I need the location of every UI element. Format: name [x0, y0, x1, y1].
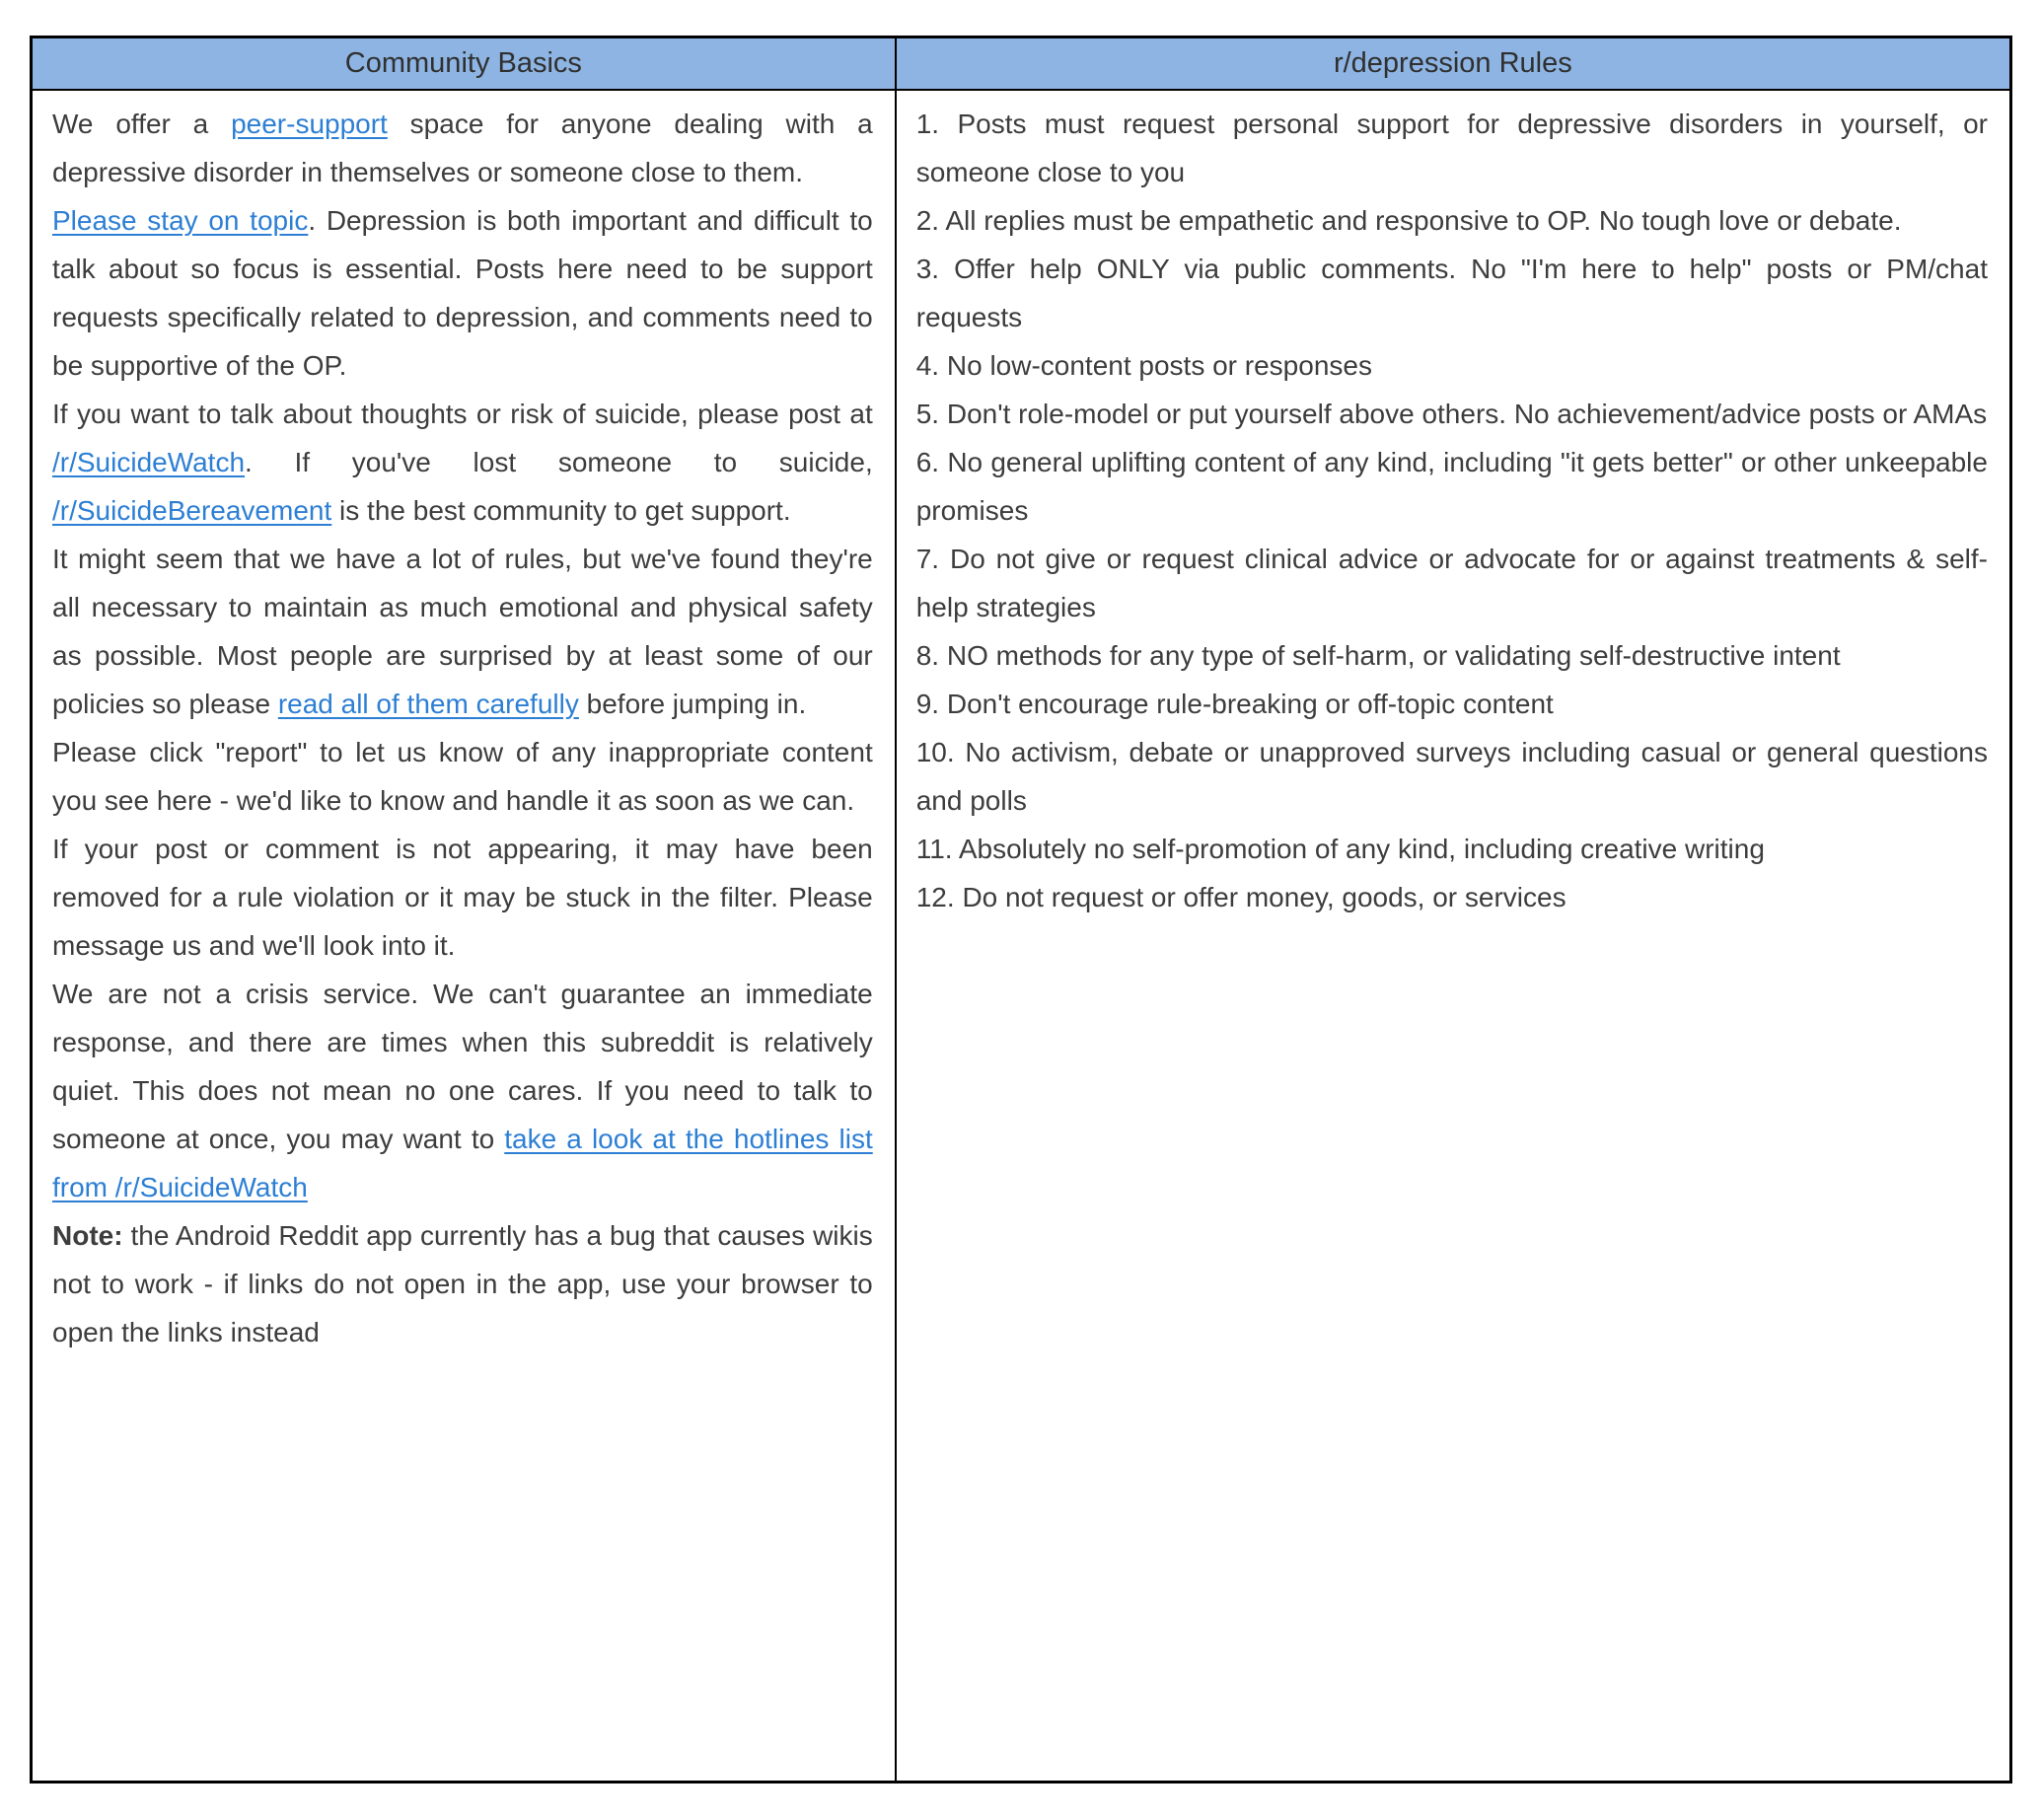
rule-item: 5. Don't role-model or put yourself above others. No achievement/advice posts or AMAs	[915, 399, 1988, 429]
suicidewatch-link[interactable]: /r/SuicideWatch	[52, 447, 246, 477]
text-run: It might seem that we have a lot of rules, but we've found they're all necessary to maintain as much emotional and physical safety as possible. Most people are surprised by at least some of our policies so please	[52, 544, 873, 719]
peer-support-link[interactable]: peer-support	[231, 109, 388, 139]
community-paragraph	[52, 535, 873, 728]
text-run: space for anyone dealing with a depressive disorder in themselves or someone close to them.	[52, 109, 873, 187]
rule-item: 1. Posts must request personal support for depressive disorders in yourself, or someone close to you	[915, 109, 1988, 187]
text-run: Please click "report" to let us know of any inappropriate content you see here - we'd like to know and handle it as soon as we can.	[52, 737, 873, 816]
depression-rules-body	[897, 91, 2009, 1781]
community-paragraph	[52, 100, 873, 196]
rule-item: 2. All replies must be empathetic and responsive to OP. No tough love or debate.	[915, 205, 1902, 236]
rules-table	[30, 36, 2012, 1784]
depression-rules-header: r/depression Rules	[897, 38, 2009, 91]
community-basics-header: Community Basics	[33, 38, 897, 91]
rule-item: 7. Do not give or request clinical advice or advocate for or against treatments & self-help strategies	[915, 544, 1988, 622]
text-run: before jumping in.	[578, 689, 807, 719]
text-run: . Depression is both important and difficult to talk about so focus is essential. Posts here need to be support requests specifically related to depression, and comments need to be supportive of the OP.	[52, 205, 873, 381]
stay-on-topic-link[interactable]: Please stay on topic	[52, 205, 309, 236]
rule-item: 12. Do not request or offer money, goods, or services	[915, 882, 1566, 912]
text-run: If your post or comment is not appearing, it may have been removed for a rule violation or it may be stuck in the filter. Please message us and we'll look into it.	[52, 834, 873, 961]
text-run: If you want to talk about thoughts or risk of suicide, please post at	[52, 399, 873, 429]
community-paragraph	[52, 196, 873, 390]
community-paragraph	[52, 825, 873, 970]
hotlines-list-link[interactable]: take a look at the hotlines list from /r/SuicideWatch	[52, 1124, 873, 1202]
community-paragraph	[52, 390, 873, 535]
rule-item: 6. No general uplifting content of any kind, including "it gets better" or other unkeepable promises	[915, 447, 1988, 526]
rule-item: 4. No low-content posts or responses	[915, 350, 1372, 381]
community-paragraph	[52, 1211, 873, 1356]
text-run: We are not a crisis service. We can't guarantee an immediate response, and there are times when this subreddit is relatively quiet. This does not mean no one cares. If you need to talk to someone at once, you may want to	[52, 979, 873, 1154]
rule-item: 8. NO methods for any type of self-harm, or validating self-destructive intent	[915, 640, 1841, 671]
text-run: is the best community to get support.	[331, 495, 791, 526]
read-rules-link[interactable]: read all of them carefully	[277, 689, 579, 719]
rule-item: 3. Offer help ONLY via public comments. No "I'm here to help" posts or PM/chat requests	[915, 254, 1988, 332]
rule-item: 11. Absolutely no self-promotion of any kind, including creative writing	[915, 834, 1765, 864]
text-run: . If you've lost someone to suicide,	[245, 447, 873, 477]
note-label: Note:	[52, 1220, 123, 1251]
community-basics-body	[33, 91, 897, 1781]
rule-item: 9. Don't encourage rule-breaking or off-topic content	[915, 689, 1554, 719]
text-run: the Android Reddit app currently has a bug that causes wikis not to work - if links do not open in the app, use your browser to open the links instead	[52, 1220, 873, 1347]
community-paragraph	[52, 970, 873, 1211]
rule-item: 10. No activism, debate or unapproved surveys including casual or general questions and polls	[915, 737, 1988, 816]
community-paragraph	[52, 728, 873, 825]
text-run: We offer a	[52, 109, 232, 139]
suicidebereavement-link[interactable]: /r/SuicideBereavement	[52, 495, 332, 526]
